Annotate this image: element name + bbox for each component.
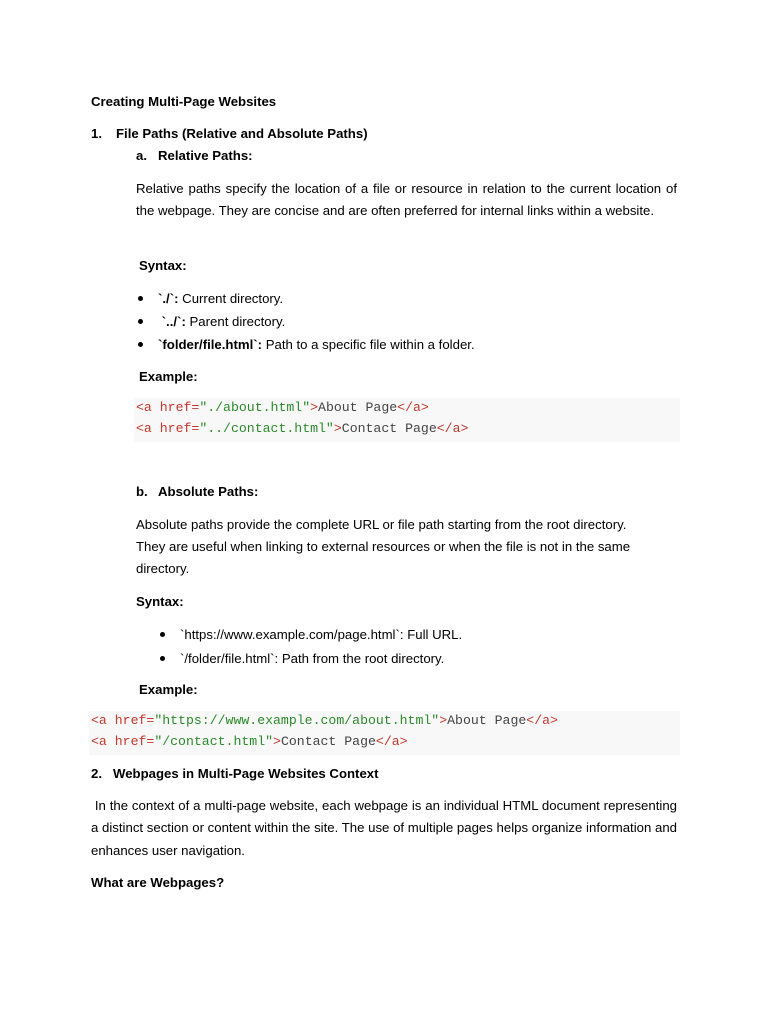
bullet-icon	[160, 656, 165, 661]
absolute-paragraph-line: They are useful when linking to external resources or when the file is not in the same	[136, 539, 631, 554]
bullet-icon	[160, 632, 165, 637]
page-title: Creating Multi-Page Websites	[91, 94, 277, 109]
section-2-subheading: What are Webpages?	[91, 875, 225, 890]
bullet-icon	[138, 296, 143, 301]
code-line: <a href="/contact.html">Contact Page</a>	[91, 733, 408, 749]
absolute-example-label: Example:	[139, 682, 198, 697]
relative-heading: Relative Paths:	[158, 148, 253, 163]
section-2-number: 2.	[91, 766, 102, 781]
bullet-term: `./`:	[158, 291, 179, 306]
section-1-number: 1.	[91, 126, 102, 141]
section-1-heading: File Paths (Relative and Absolute Paths)	[116, 126, 368, 141]
code-line: <a href="https://www.example.com/about.html">About Page</a>	[91, 713, 558, 728]
section-2-paragraph: In the context of a multi-page website, each webpage is an individual HTML document representing a distinct section or content within the site. The use of multiple pages helps organize information and enhances user navigation.	[91, 798, 681, 858]
relative-syntax-label: Syntax:	[139, 258, 187, 273]
bullet-icon	[138, 342, 143, 347]
bullet-text: Current directory.	[178, 291, 284, 306]
bullet-term: `folder/file.html`:	[158, 337, 263, 352]
absolute-code-block	[89, 711, 680, 755]
relative-code-block	[134, 398, 680, 442]
code-line: <a href="../contact.html">Contact Page</a>	[136, 420, 469, 436]
bullet-icon	[138, 319, 143, 324]
relative-example-label: Example:	[139, 369, 198, 384]
code-line: <a href="./about.html">About Page</a>	[136, 400, 429, 415]
absolute-syntax-label: Syntax:	[136, 594, 184, 609]
bullet-text: `https://www.example.com/page.html`: Full URL.	[180, 627, 463, 642]
absolute-letter: b.	[136, 484, 148, 499]
section-2-heading: Webpages in Multi-Page Websites Context	[113, 766, 379, 781]
relative-letter: a.	[136, 148, 147, 163]
absolute-heading: Absolute Paths:	[158, 484, 259, 499]
absolute-paragraph-line: directory.	[136, 561, 190, 576]
bullet-text: `/folder/file.html`: Path from the root directory.	[180, 651, 445, 666]
relative-paragraph: Relative paths specify the location of a file or resource in relation to the current location of the webpage. They are concise and are often preferred for internal links within a website.	[136, 181, 677, 219]
bullet-term: `../`:	[158, 314, 186, 329]
bullet-text: Parent directory.	[185, 314, 286, 329]
bullet-text: Path to a specific file within a folder.	[262, 337, 475, 352]
absolute-paragraph-line: Absolute paths provide the complete URL or file path starting from the root directory.	[136, 517, 627, 532]
